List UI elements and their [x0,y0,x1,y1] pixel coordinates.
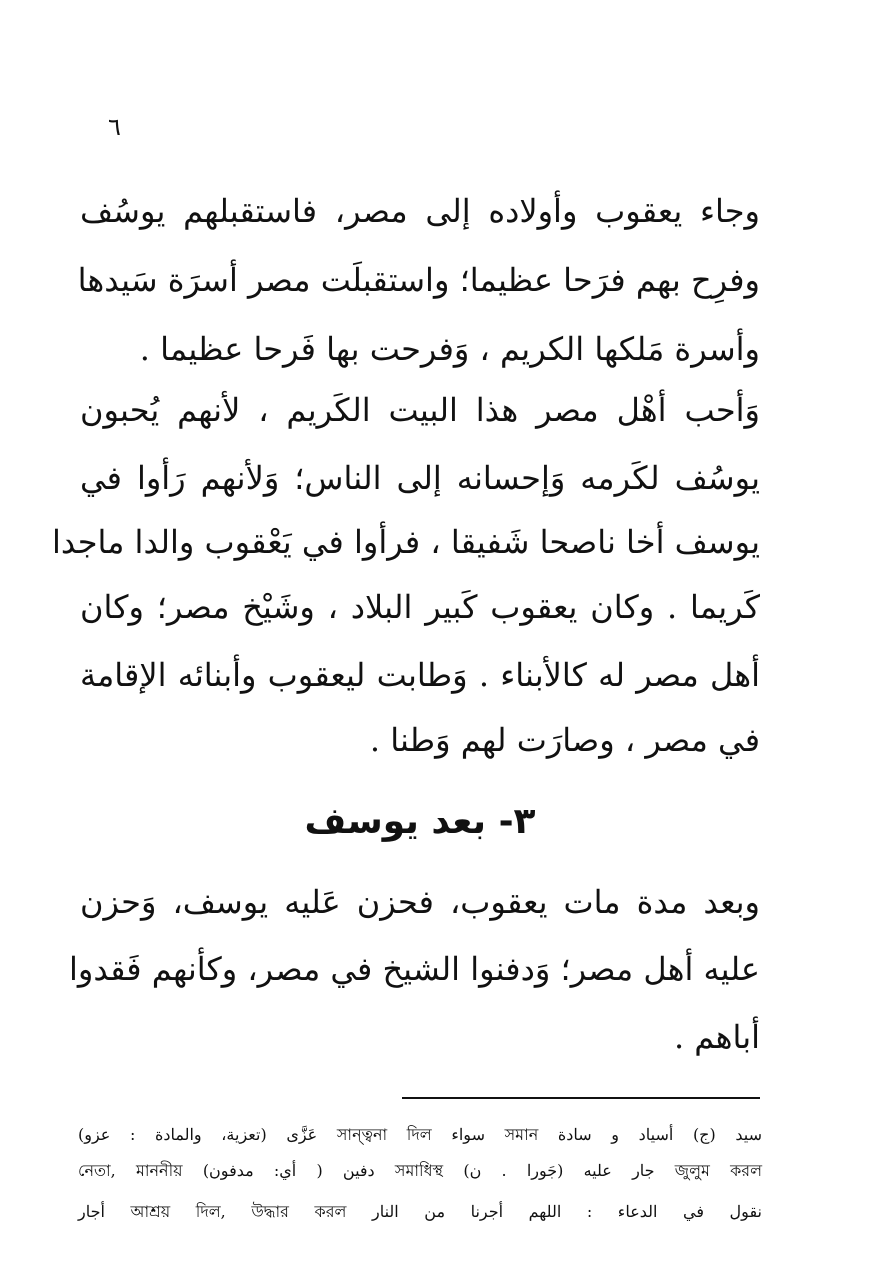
page-number: ٦ [108,113,121,141]
text-line: في مصر ، وصارَت لهم وَطنا . [369,721,760,759]
text-line: يوسُف لكَرمه وَإحسانه إلى الناس؛ وَلأنهم رَأوا في [80,459,760,497]
text-line: وجاء يعقوب وأولاده إلى مصر، فاستقبلهم يوسُف [80,192,760,230]
text-line: وَأحب أهْل مصر هذا البيت الكَريم ، لأنهم يُحبون [80,391,760,429]
footnote-line: জুলুম করল جار عليه (جَورا . ن) সমাধিস্থ دفين ( أي: مدفون) নেতা, মাননীয় [78,1161,763,1180]
text-line: كَريما . وكان يعقوب كَبير البلاد ، وشَيْخ مصر؛ وكان [80,588,760,626]
text-line: وفرِح بهم فرَحا عظيما؛ واستقبلَت مصر أسرَة سَيدها [77,261,760,299]
footnote-line: سيد (ج) أسياد و سادة সমান سواء সান্ত্বনা দিল عَزَّى (تعزية، والمادة : عزو) [78,1125,763,1144]
text-line: وأسرة مَلكها الكريم ، وَفرحت بها فَرحا عظيما . [139,330,760,368]
text-line: وبعد مدة مات يعقوب، فحزن عَليه يوسف، وَحزن [80,883,760,921]
text-line: أباهم . [673,1018,760,1056]
text-line: أهل مصر له كالأبناء . وَطابت ليعقوب وأبنائه الإقامة [80,656,760,694]
section-heading: ٣- بعد يوسف [304,801,536,842]
text-line: عليه أهل مصر؛ وَدفنوا الشيخ في مصر، وكأنهم فَقدوا [68,950,760,988]
text-line: يوسف أخا ناصحا شَفيقا ، فرأوا في يَعْقوب والدا ماجدا [52,523,760,561]
footnote-line: نقول في الدعاء : اللهم أجرنا من النار আশ্রয় দিল, উদ্ধার করল أجار [78,1202,762,1221]
footnote-divider [402,1097,760,1099]
